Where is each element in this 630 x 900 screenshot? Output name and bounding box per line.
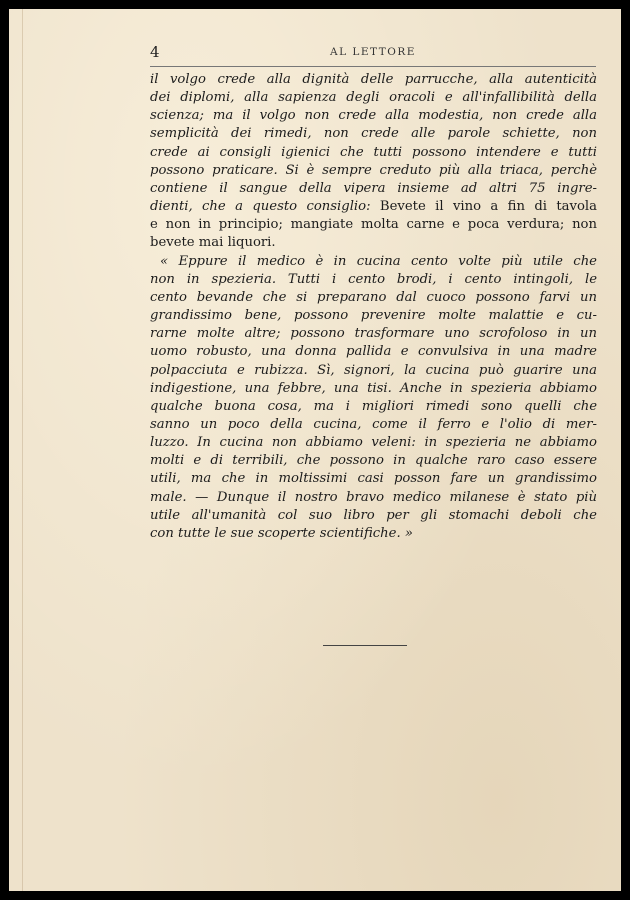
text-segment: utile all'umanità col suo libro per gli stomachi deboli che xyxy=(150,507,597,523)
text-line xyxy=(150,253,597,271)
text-segment: grandissimo bene, possono prevenire molte malattie e cu- xyxy=(150,308,597,324)
text-line xyxy=(150,525,597,543)
text-segment: molti e di terribili, che possono in qualche raro caso essere xyxy=(150,453,597,469)
text-segment: luzzo. In cucina non abbiamo veleni: in spezieria ne abbiamo xyxy=(150,435,597,451)
text-segment: utili, ma che in moltissimi casi posson fare un grandissimo xyxy=(150,471,597,487)
text-segment: dienti, che a questo consiglio: xyxy=(150,199,380,215)
text-line xyxy=(150,470,597,488)
end-rule xyxy=(323,645,407,646)
text-segment: male. — Dunque il nostro bravo medico milanese è stato più xyxy=(150,489,597,505)
text-segment: contiene il sangue della vipera insieme ad altri 75 ingre- xyxy=(150,180,597,196)
text-segment: non in spezieria. Tutti i cento brodi, i cento intingoli, le xyxy=(150,271,597,287)
text-line xyxy=(150,325,597,343)
text-segment: indigestione, una febbre, una tisi. Anche in spezieria abbiamo xyxy=(150,380,597,396)
text-segment: rarne molte altre; possono trasformare uno scrofoloso in un xyxy=(150,326,597,342)
text-line xyxy=(150,507,597,525)
text-line xyxy=(150,125,597,143)
text-line xyxy=(150,434,597,452)
text-line xyxy=(150,452,597,470)
body-text xyxy=(150,71,597,543)
text-segment: scienza; ma il volgo non crede alla modestia, non crede alla xyxy=(150,108,597,124)
text-line xyxy=(150,162,597,180)
text-line xyxy=(150,489,597,507)
text-segment: Bevete il vino a fin di tavola xyxy=(379,199,597,215)
text-line xyxy=(150,362,597,380)
text-segment: polpacciuta e rubizza. Sì, signori, la cucina può guarire una xyxy=(150,362,597,378)
text-line xyxy=(150,107,597,125)
book-page xyxy=(9,9,621,891)
text-segment: sanno un poco della cucina, come il ferro e l'olio di mer- xyxy=(150,416,597,432)
text-segment: dei diplomi, alla sapienza degli oracoli e all'infallibilità della xyxy=(150,90,597,106)
page-header xyxy=(150,43,596,62)
page-number: 4 xyxy=(150,43,160,61)
text-line xyxy=(150,198,597,216)
text-line xyxy=(150,89,597,107)
text-line xyxy=(150,343,597,361)
text-line xyxy=(150,180,597,198)
text-segment: « Eppure il medico è in cucina cento volte più utile che xyxy=(160,253,597,269)
text-line xyxy=(150,234,597,252)
text-segment: possono praticare. Si è sempre creduto più alla triaca, perchè xyxy=(150,162,597,178)
text-line xyxy=(150,416,597,434)
text-line xyxy=(150,271,597,289)
text-segment: il volgo crede alla dignità delle parrucche, alla autenticità xyxy=(150,72,597,87)
text-segment: uomo robusto, una donna pallida e convulsiva in una madre xyxy=(150,344,597,360)
text-segment: con tutte le sue scoperte scientifiche. » xyxy=(150,525,413,541)
text-line xyxy=(150,71,597,89)
text-segment: bevete mai liquori. xyxy=(150,235,276,251)
running-title: AL LETTORE xyxy=(330,46,416,58)
text-segment: cento bevande che si preparano dal cuoco possono farvi un xyxy=(150,289,597,305)
text-line xyxy=(150,307,597,325)
text-segment: qualche buona cosa, ma i migliori rimedi sono quelli che xyxy=(150,398,597,414)
text-line xyxy=(150,380,597,398)
text-line xyxy=(150,144,597,162)
text-segment: e non in principio; mangiate molta carne e poca verdura; non xyxy=(150,217,597,233)
header-rule xyxy=(150,66,596,67)
page-fold-shadow xyxy=(22,9,23,891)
text-segment: semplicità dei rimedi, non crede alle parole schiette, non xyxy=(150,126,597,142)
text-line xyxy=(150,289,597,307)
text-line xyxy=(150,216,597,234)
text-segment: crede ai consigli igienici che tutti possono intendere e tutti xyxy=(150,144,597,160)
text-line xyxy=(150,398,597,416)
